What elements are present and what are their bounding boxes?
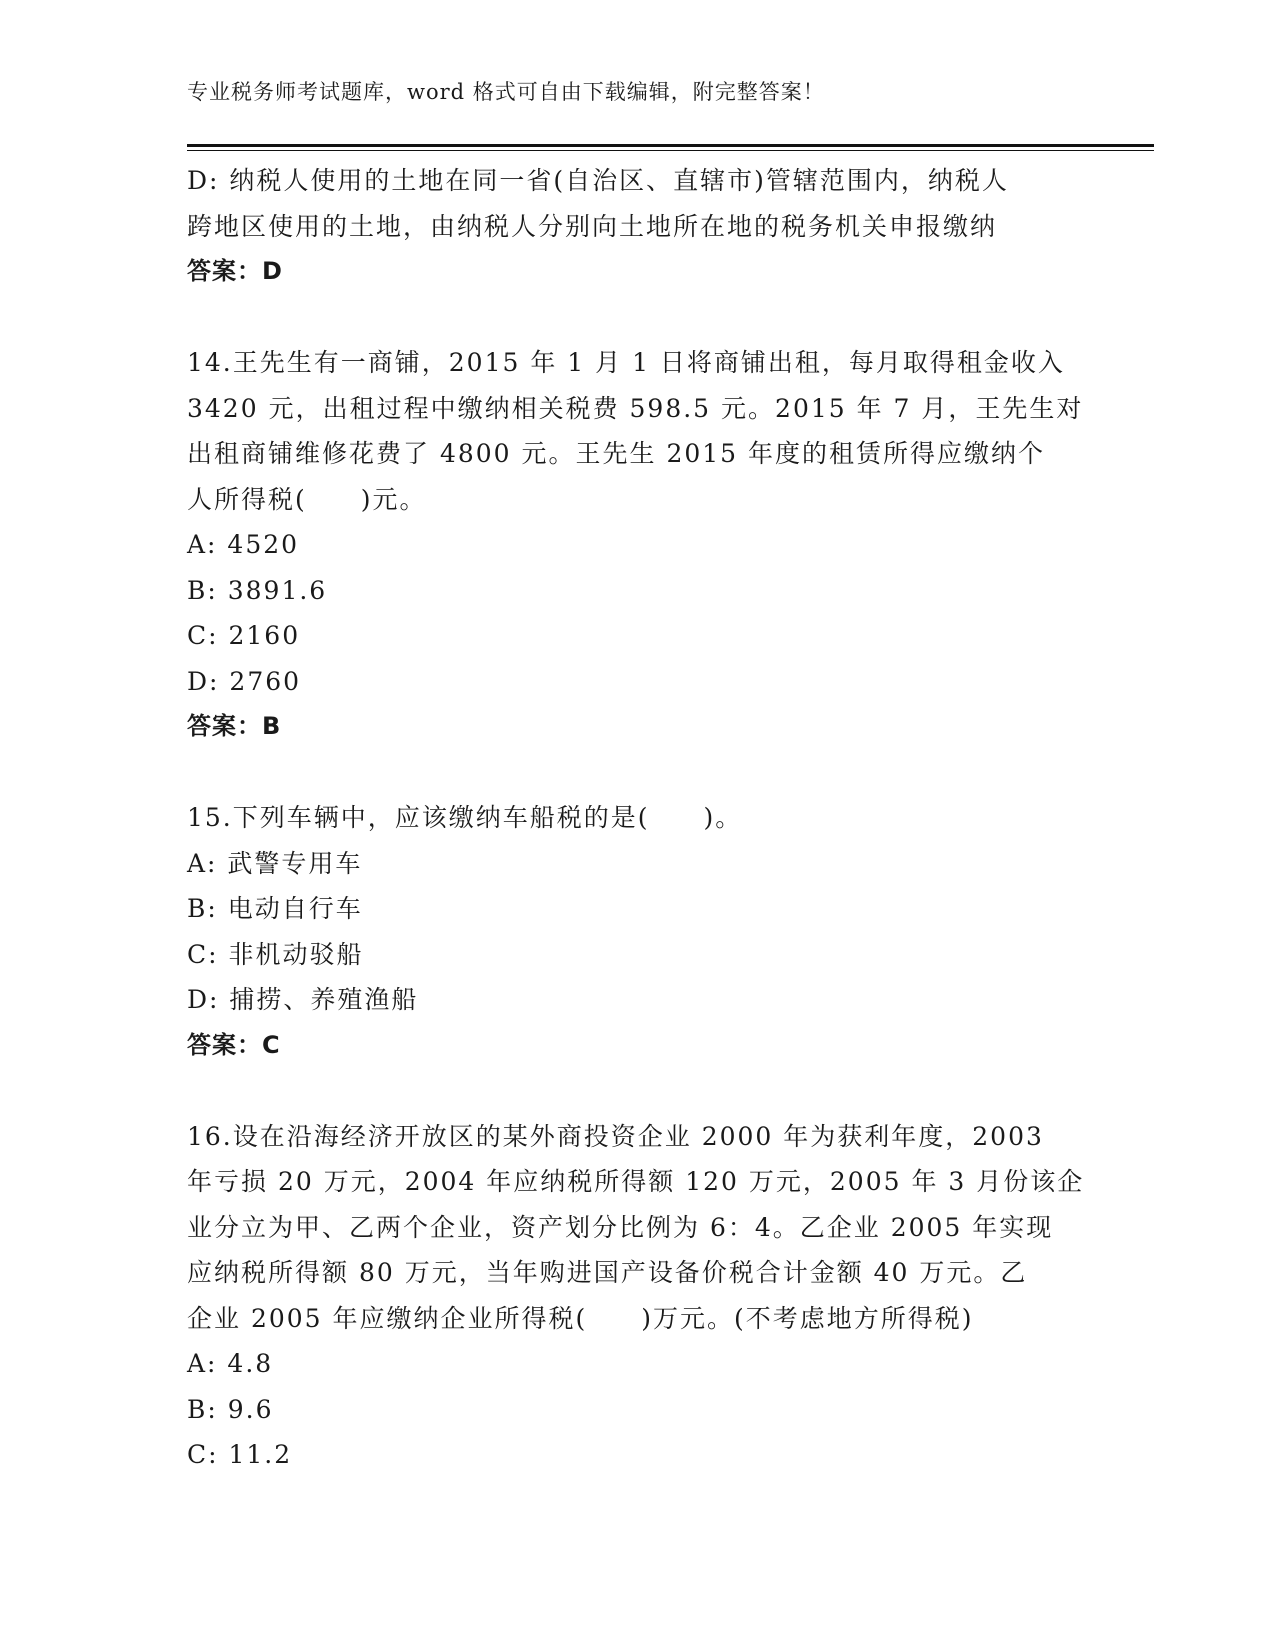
question-text: 人所得税( )元。	[187, 484, 427, 514]
spacer	[187, 295, 1087, 341]
option-c: C: 11.2	[187, 1440, 293, 1469]
option-a: A: 武警专用车	[187, 848, 363, 878]
question-text: 业分立为甲、乙两个企业，资产划分比例为 6：4。乙企业 2005 年实现	[187, 1212, 1054, 1242]
header-rule-thin	[187, 150, 1154, 151]
question-text: 企业 2005 年应缴纳企业所得税( )万元。(不考虑地方所得税)	[187, 1303, 974, 1333]
question-block-16	[187, 1114, 1087, 1478]
answer-label: 答案：C	[187, 1030, 281, 1059]
option-d: D: 2760	[187, 666, 302, 696]
spacer	[187, 1068, 1087, 1114]
document-body	[187, 158, 1087, 1478]
option-a: A: 4520	[187, 530, 300, 559]
option-d-continuation: 跨地区使用的土地，由纳税人分别向土地所在地的税务机关申报缴纳	[187, 211, 998, 241]
question-text: 14.王先生有一商铺，2015 年 1 月 1 日将商铺出租，每月取得租金收入	[187, 348, 1065, 377]
option-d-line: D: 纳税人使用的土地在同一省(自治区、直辖市)管辖范围内，纳税人	[187, 166, 1009, 195]
page-header: 专业税务师考试题库，word 格式可自由下载编辑，附完整答案！	[187, 80, 825, 104]
question-block-15	[187, 795, 1087, 1068]
question-text: 出租商铺维修花费了 4800 元。王先生 2015 年度的租赁所得应缴纳个	[187, 439, 1046, 468]
option-b: B: 电动自行车	[187, 894, 363, 923]
question-text: 3420 元，出租过程中缴纳相关税费 598.5 元。2015 年 7 月，王先生对	[187, 393, 1084, 423]
header-rule-thick	[187, 144, 1154, 147]
option-d: D: 捕捞、养殖渔船	[187, 985, 419, 1014]
question-text: 应纳税所得额 80 万元，当年购进国产设备价税合计金额 40 万元。乙	[187, 1258, 1028, 1287]
question-block-14	[187, 340, 1087, 750]
question-block-13	[187, 158, 1087, 295]
option-c: C: 2160	[187, 621, 301, 650]
option-b: B: 3891.6	[187, 575, 328, 605]
option-b: B: 9.6	[187, 1394, 274, 1424]
question-text: 年亏损 20 万元，2004 年应纳税所得额 120 万元，2005 年 3 月份该企	[187, 1167, 1085, 1196]
option-a: A: 4.8	[187, 1349, 274, 1378]
spacer	[187, 750, 1087, 796]
option-c: C: 非机动驳船	[187, 939, 364, 969]
answer-label: 答案：B	[187, 712, 282, 740]
answer-label: 答案：D	[187, 257, 283, 285]
question-text: 15.下列车辆中，应该缴纳车船税的是( )。	[187, 803, 743, 832]
question-text: 16.设在沿海经济开放区的某外商投资企业 2000 年为获利年度，2003	[187, 1121, 1044, 1151]
